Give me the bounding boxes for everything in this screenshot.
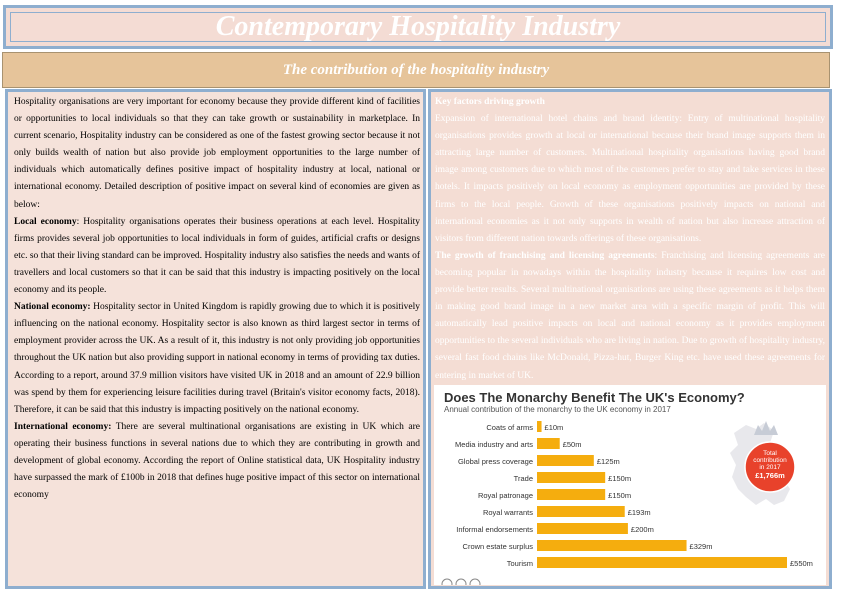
- value-label: £550m: [790, 559, 813, 568]
- total-badge-value: £1,766m: [755, 471, 785, 480]
- key-factors-heading-line: [435, 94, 825, 111]
- value-label: £329m: [689, 542, 713, 551]
- local-economy-paragraph: [14, 214, 420, 299]
- bar: [537, 506, 625, 517]
- right-text-body: [435, 94, 825, 385]
- value-label: £125m: [596, 457, 620, 466]
- license-icon: [456, 579, 466, 585]
- national-economy-paragraph: [14, 299, 420, 419]
- category-label: Informal endorsements: [456, 525, 533, 534]
- franchising-text: : Franchising and licensing agreements are becoming popular in nowadays within the hospitality industry because it requires low cost and provide better results. Several multinational organisations are using these agreements as it helps them in making good brand image in a new market area with a specific margin of profit. This will automatically lead positive impacts on local and national economy as it provides employment opportunities to the several individuals who are living in nation. Due to growth of hospitality industry, several fast food chains like McDonald, Pizza-hut, Burger King etc. have used these agreements for entering in market of UK.: [435, 250, 825, 381]
- page-title: Contemporary Hospitality Industry: [215, 11, 621, 42]
- bar: [537, 489, 605, 500]
- international-economy-paragraph: [14, 419, 420, 504]
- category-label: Media industry and arts: [455, 440, 533, 449]
- chart-canvas: [434, 385, 826, 585]
- bar: [537, 421, 542, 432]
- chart-title: Does The Monarchy Benefit The UK's Economy?: [444, 390, 745, 405]
- subtitle-banner: [2, 52, 830, 88]
- value-label: £200m: [630, 525, 654, 534]
- category-label: Royal warrants: [482, 508, 533, 517]
- value-label: £10m: [544, 423, 564, 432]
- national-economy-heading: National economy:: [14, 302, 91, 313]
- left-text-panel: [5, 89, 426, 589]
- crown-icon: [754, 421, 778, 435]
- bar: [537, 438, 560, 449]
- bar: [537, 523, 628, 534]
- license-icon: [470, 579, 480, 585]
- category-label: Coats of arms: [486, 423, 533, 432]
- value-label: £50m: [562, 440, 582, 449]
- left-text-body: [14, 94, 420, 504]
- expansion-paragraph: Expansion of international hotel chains and brand identity: Entry of multinational hospitality organisations provides growth at local or international because their brand image supports them in attracting large number of customers. Multinational hospitality organisations having good brand image among customers due to which most of the customers prefer to stay and take services in these hotels. It impacts positively on local economy as employment opportunities are provided by these firms to the local people. Growth of these organisations positively impacts on national and international economies as it not only supports in wealth of nation but also increase attraction of visitors from different nation towards offerings of these organisations.: [435, 114, 825, 244]
- national-economy-text: Hospitality sector in United Kingdom is rapidly growing due to which it is positively influencing on the national economy. Hospitality sector is also known as third largest sector in terms of employment provider across the UK. As a result of it, this industry is not only providing job opportunities throughout the UK nation but also providing support in national economy in terms of providing tax duties. According to a report, around 37.9 million visitors have visited UK in 2018 and an amount of 22.9 billion was spend by them for experiencing leisure facilities during travel (Britain's visitor economy facts, 2018). Therefore, it can be said that this industry is impacting positively on the national economy.: [14, 302, 420, 415]
- category-label: Crown estate surplus: [462, 542, 533, 551]
- international-economy-text: There are several multinational organisations are existing in UK which are operating their business functions in several nations due to which they are contributing in growth and development of global economy. According the report of Online statistical data, UK Hospitality industry have surpassed the mark of £100b in 2018 that defines huge positive impact of this sector on international economy: [14, 421, 420, 501]
- title-frame: [10, 12, 826, 42]
- international-economy-heading: International economy:: [14, 421, 112, 432]
- local-economy-text: : Hospitality organisations operates their business operations at each level. Hospitality firms provides several job opportunities to local individuals in form of guides, artificial crafts or designs etc. so that their living standard can be improved. Hospitality industry also satisfies the needs and wants of travellers and local customers so that it can be said that this industry is impacting positively on the local economy and its people.: [14, 216, 420, 296]
- total-badge-label: Total: [763, 450, 777, 457]
- category-label: Tourism: [506, 559, 533, 568]
- license-icon: [442, 579, 452, 585]
- bar: [537, 472, 605, 483]
- franchising-paragraph: [435, 248, 825, 385]
- category-label: Royal patronage: [477, 491, 533, 500]
- bar: [537, 540, 687, 551]
- intro-paragraph: Hospitality organisations are very important for economy because they provide different kind of facilities or opportunities to local individuals so that they can take growth or sustainability in marketplace. In current scenario, Hospitality industry can be considered as one of the fastest growing sector because it not only builds wealth of nation but also provide job employment opportunities to the large number of individuals which automatically defines positive impact of hospitality industry at local, national or international economy. Detailed description of positive impact on several kind of economies are given as below:: [14, 97, 420, 210]
- key-factors-heading: Key factors driving growth: [435, 97, 545, 107]
- bar: [537, 557, 787, 568]
- local-economy-heading: Local economy: [14, 216, 77, 227]
- chart-subtitle: Annual contribution of the monarchy to the UK economy in 2017: [444, 405, 671, 414]
- value-label: £150m: [608, 491, 632, 500]
- title-banner: [3, 5, 833, 49]
- page-subtitle: The contribution of the hospitality industry: [282, 61, 550, 78]
- category-label: Global press coverage: [457, 457, 533, 466]
- value-label: £193m: [627, 508, 651, 517]
- bar: [537, 455, 594, 466]
- category-label: Trade: [513, 474, 533, 483]
- total-badge-label: in 2017: [759, 464, 781, 471]
- franchising-heading: The growth of franchising and licensing agreements: [435, 250, 655, 261]
- total-badge-label: contribution: [753, 457, 787, 464]
- value-label: £150m: [608, 474, 632, 483]
- monarchy-chart: [434, 385, 826, 585]
